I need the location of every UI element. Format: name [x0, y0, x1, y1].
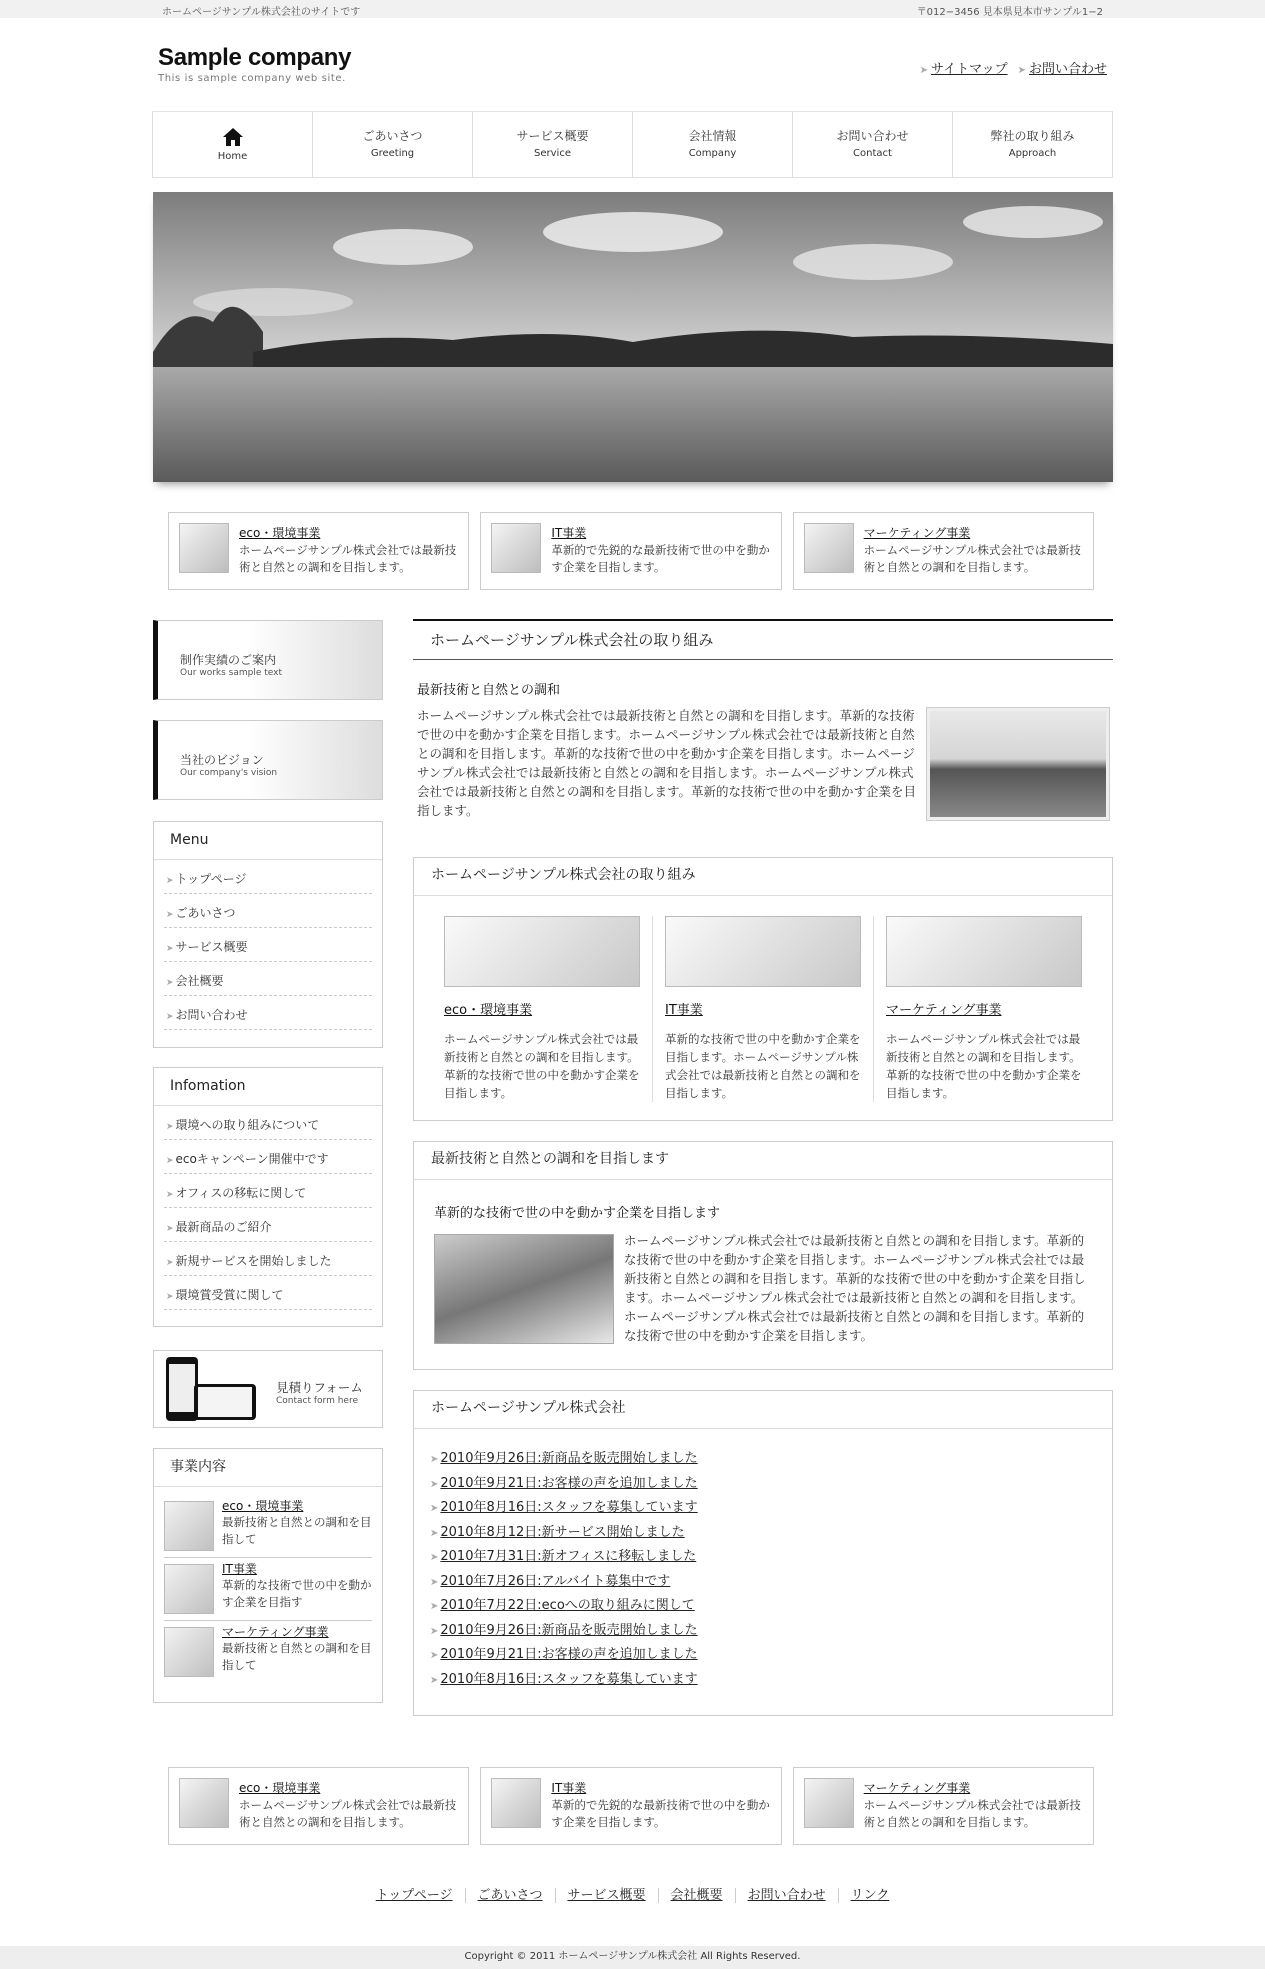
service-text: 最新技術と自然との調和を目指して	[222, 1641, 372, 1672]
footer-link[interactable]: ごあいさつ	[466, 1888, 556, 1903]
intro-heading: 最新技術と自然との調和	[417, 683, 561, 698]
news-item	[430, 1545, 1112, 1570]
building-image	[927, 708, 1109, 820]
news-link[interactable]: 2010年9月21日:お客様の声を追加しました	[440, 1475, 698, 1491]
service-text: 革新的な技術で世の中を動かす企業を目指す	[222, 1578, 372, 1609]
approach-box	[413, 857, 1113, 1121]
arrow-icon: ➤	[166, 1190, 174, 1200]
harmony-text: ホームページサンプル株式会社では最新技術と自然との調和を目指します。革新的な技術で世の中を動かす企業を目指します。ホームページサンプル株式会社では最新技術と自然との調和を目指します。革新的な技術で世の中を動かす企業を目指します。ホームページサンプル株式会社では最新技術と自然との調和を目指します。ホームページサンプル株式会社では最新技術と自然との調和を目指します。革新的な技術で世の中を動かす企業を目指します。	[624, 1233, 1086, 1343]
arrow-icon: ➤	[166, 1292, 174, 1302]
news-item	[430, 1668, 1112, 1693]
nav-label-en: Service	[534, 148, 571, 159]
site-tagline: ホームページサンプル株式会社のサイトです	[162, 7, 361, 18]
banner-text: ホームページサンプル株式会社では最新技術と自然との調和を目指します。	[239, 1798, 457, 1829]
works-banner[interactable]	[153, 620, 383, 700]
banner-text: ホームページサンプル株式会社では最新技術と自然との調和を目指します。	[239, 543, 457, 574]
arrow-icon: ➤	[166, 1122, 174, 1132]
form-title: 見積りフォーム	[276, 1380, 363, 1395]
news-link[interactable]: 2010年9月21日:お客様の声を追加しました	[440, 1647, 698, 1662]
arrow-icon: ➤	[430, 1503, 439, 1514]
news-link[interactable]: 2010年8月16日:スタッフを募集しています	[440, 1500, 698, 1515]
arrow-icon: ➤	[430, 1650, 439, 1661]
nav-approach[interactable]	[952, 112, 1113, 177]
arrow-icon: ➤	[166, 1224, 174, 1234]
contact-link[interactable]: お問い合わせ	[1028, 62, 1107, 77]
footer-link[interactable]: サービス概要	[556, 1888, 659, 1903]
marketing-image	[886, 916, 1082, 987]
service-title[interactable]: マーケティング事業	[222, 1625, 329, 1639]
service-title[interactable]: eco・環境事業	[222, 1499, 304, 1513]
top-bar	[0, 0, 1265, 18]
banner-text: ホームページサンプル株式会社では最新技術と自然との調和を目指します。	[863, 1798, 1081, 1829]
banner-row-top	[168, 512, 1094, 590]
nav-label-ja: サービス概要	[516, 129, 589, 143]
info-item[interactable]: ➤ 新規サービスを開始しました	[164, 1242, 372, 1276]
banner-title[interactable]: eco・環境事業	[239, 526, 321, 540]
vision-banner[interactable]	[153, 720, 383, 800]
it-thumbnail	[491, 523, 541, 573]
news-item	[430, 1521, 1112, 1546]
nav-home[interactable]	[152, 112, 312, 177]
arrow-icon: ➤	[430, 1576, 439, 1588]
banner-it[interactable]	[480, 512, 781, 590]
works-subtitle: Our works sample text	[180, 668, 283, 678]
menu-item[interactable]: ➤ お問い合わせ	[164, 996, 372, 1030]
arrow-icon: ➤	[166, 944, 174, 954]
banner-text: 革新的で先鋭的な最新技術で世の中を動かす企業を目指します。	[551, 543, 770, 574]
nav-label-en: Approach	[1008, 148, 1057, 159]
news-link[interactable]: 2010年7月26日:アルバイト募集中です	[440, 1573, 671, 1589]
logo-title: Sample company	[158, 44, 352, 71]
arrow-icon: ➤	[166, 876, 174, 886]
arrow-icon: ➤	[1017, 65, 1026, 76]
banner-marketing[interactable]	[793, 1767, 1094, 1845]
banner-title[interactable]: eco・環境事業	[239, 1781, 321, 1795]
arrow-icon: ➤	[430, 1527, 439, 1539]
page-title: ホームページサンプル株式会社の取り組み	[413, 619, 1113, 660]
info-title: Infomation	[154, 1068, 382, 1106]
arrow-icon: ➤	[166, 910, 174, 920]
harmony-title: 最新技術と自然との調和を目指します	[414, 1142, 1112, 1180]
news-title: ホームページサンプル株式会社	[414, 1391, 1112, 1429]
tower-image	[434, 1234, 614, 1344]
arrow-icon: ➤	[166, 978, 174, 988]
hero-image	[153, 192, 1113, 482]
footer-nav	[0, 1884, 1265, 1903]
banner-marketing[interactable]	[793, 512, 1094, 590]
service-text: 最新技術と自然との調和を目指して	[222, 1515, 372, 1546]
col-title[interactable]: マーケティング事業	[886, 1003, 1002, 1018]
site-logo[interactable]	[158, 44, 351, 84]
info-item[interactable]: ➤ ecoキャンペーン開催中です	[164, 1140, 372, 1174]
menu-item[interactable]: ➤ サービス概要	[164, 928, 372, 962]
marketing-thumbnail	[804, 1778, 854, 1828]
info-item[interactable]: ➤ 環境賞受賞に関して	[164, 1276, 372, 1310]
arrow-icon: ➤	[166, 1012, 174, 1022]
info-item[interactable]: ➤ オフィスの移転に関して	[164, 1174, 372, 1208]
eco-thumbnail	[164, 1501, 214, 1551]
menu-item[interactable]: ➤ トップページ	[164, 860, 372, 894]
arrow-icon: ➤	[430, 1478, 439, 1490]
eco-thumbnail	[179, 1778, 229, 1828]
service-item[interactable]	[164, 1558, 372, 1621]
news-item	[430, 1472, 1112, 1497]
menu-box	[153, 821, 383, 1048]
banner-row-bottom	[168, 1767, 1094, 1845]
estimate-form-banner[interactable]	[153, 1350, 383, 1428]
info-item[interactable]: ➤ 環境への取り組みについて	[164, 1106, 372, 1140]
landscape-image	[153, 192, 1113, 482]
header-links	[920, 58, 1107, 77]
nav-company[interactable]	[632, 112, 792, 177]
it-thumbnail	[164, 1564, 214, 1614]
news-item	[430, 1496, 1112, 1521]
phone-icon	[164, 1356, 259, 1422]
nav-contact[interactable]	[792, 112, 952, 177]
nav-label-ja: 弊社の取り組み	[990, 129, 1075, 143]
global-nav	[152, 111, 1113, 178]
nav-label-en: Contact	[853, 148, 892, 159]
news-link[interactable]: 2010年7月31日:新オフィスに移転しました	[440, 1549, 697, 1564]
news-box	[413, 1390, 1113, 1716]
banner-eco[interactable]	[168, 512, 469, 590]
arrow-icon: ➤	[430, 1552, 439, 1563]
vision-title: 当社のビジョン	[180, 753, 264, 767]
logo-subtitle: This is sample company web site.	[158, 73, 346, 84]
harmony-box	[413, 1141, 1113, 1370]
company-address: 〒012−3456 見本県見本市サンプル1−2	[916, 7, 1103, 18]
menu-item[interactable]: ➤ 会社概要	[164, 962, 372, 996]
service-item[interactable]	[164, 1621, 372, 1684]
arrow-icon: ➤	[166, 1156, 174, 1166]
it-image	[665, 916, 861, 987]
info-box	[153, 1067, 383, 1327]
footer-link[interactable]: リンク	[850, 1888, 890, 1903]
col-text: ホームページサンプル株式会社では最新技術と自然との調和を目指します。革新的な技術で世の中を動かす企業を目指します。	[886, 1032, 1082, 1100]
services-title: 事業内容	[154, 1449, 382, 1487]
nav-label-en: Home	[217, 151, 248, 162]
news-link[interactable]: 2010年9月26日:新商品を販売開始しました	[440, 1451, 698, 1466]
banner-title[interactable]: マーケティング事業	[863, 526, 971, 540]
arrow-icon: ➤	[430, 1674, 439, 1686]
news-item	[430, 1619, 1112, 1644]
arrow-icon: ➤	[430, 1625, 439, 1637]
arrow-icon: ➤	[166, 1258, 174, 1268]
sitemap-link[interactable]: サイトマップ	[931, 62, 1008, 77]
news-link[interactable]: 2010年7月22日:ecoへの取り組みに関して	[440, 1598, 695, 1613]
approach-col-marketing	[874, 916, 1082, 1102]
form-subtitle: Contact form here	[276, 1396, 359, 1406]
nav-label-ja: ごあいさつ	[362, 129, 423, 143]
nav-greeting[interactable]	[312, 112, 472, 177]
approach-col-eco	[444, 916, 653, 1102]
arrow-icon: ➤	[919, 65, 929, 76]
banner-text: 革新的で先鋭的な最新技術で世の中を動かす企業を目指します。	[551, 1798, 770, 1829]
arrow-icon: ➤	[430, 1454, 439, 1465]
news-item	[430, 1594, 1112, 1619]
info-item[interactable]: ➤ 最新商品のご紹介	[164, 1208, 372, 1242]
approach-col-it	[653, 916, 874, 1102]
home-icon	[222, 127, 244, 147]
nav-label-ja: お問い合わせ	[836, 129, 909, 143]
eco-image	[444, 916, 640, 987]
banner-title[interactable]: IT事業	[551, 1781, 587, 1795]
eco-thumbnail	[179, 523, 229, 573]
news-item	[430, 1447, 1112, 1472]
news-item	[430, 1643, 1112, 1668]
service-item[interactable]	[164, 1495, 372, 1558]
col-title[interactable]: eco・環境事業	[444, 1003, 533, 1018]
vision-subtitle: Our company's vision	[180, 768, 278, 778]
nav-label-en: Company	[688, 148, 737, 159]
news-item	[430, 1570, 1112, 1595]
menu-title: Menu	[154, 822, 382, 860]
news-link[interactable]: 2010年9月26日:新商品を販売開始しました	[440, 1622, 698, 1638]
harmony-subtitle: 革新的な技術で世の中を動かす企業を目指します	[434, 1206, 721, 1221]
col-title[interactable]: IT事業	[665, 1003, 703, 1018]
arrow-icon: ➤	[430, 1601, 439, 1612]
it-thumbnail	[491, 1778, 541, 1828]
nav-label-ja: 会社情報	[688, 129, 737, 143]
nav-service[interactable]	[472, 112, 632, 177]
banner-eco[interactable]	[168, 1767, 469, 1845]
nav-label-en: Greeting	[370, 148, 415, 159]
news-list	[414, 1429, 1112, 1692]
marketing-thumbnail	[804, 523, 854, 573]
news-link[interactable]: 2010年8月12日:新サービス開始しました	[440, 1524, 685, 1540]
copyright: Copyright © 2011 ホームページサンプル株式会社 All Rights Reserved.	[0, 1946, 1265, 1969]
col-text: ホームページサンプル株式会社では最新技術と自然との調和を目指します。革新的な技術で世の中を動かす企業を目指します。	[444, 1032, 640, 1100]
news-link[interactable]: 2010年8月16日:スタッフを募集しています	[440, 1671, 698, 1687]
banner-it[interactable]	[480, 1767, 781, 1845]
approach-title: ホームページサンプル株式会社の取り組み	[414, 858, 1112, 896]
menu-item[interactable]: ➤ ごあいさつ	[164, 894, 372, 928]
footer-link[interactable]: トップページ	[364, 1888, 466, 1903]
banner-title[interactable]: IT事業	[551, 526, 587, 540]
works-title: 制作実績のご案内	[180, 653, 277, 667]
footer-link[interactable]: お問い合わせ	[736, 1888, 839, 1903]
banner-text: ホームページサンプル株式会社では最新技術と自然との調和を目指します。	[863, 543, 1081, 574]
marketing-thumbnail	[164, 1627, 214, 1677]
col-text: 革新的な技術で世の中を動かす企業を目指します。ホームページサンプル株式会社では最新技術と自然との調和を目指します。	[665, 1032, 861, 1100]
footer-link[interactable]: 会社概要	[659, 1888, 736, 1903]
services-box	[153, 1448, 383, 1703]
banner-title[interactable]: マーケティング事業	[863, 1781, 971, 1795]
intro-text: ホームページサンプル株式会社では最新技術と自然との調和を目指します。革新的な技術で世の中を動かす企業を目指します。ホームページサンプル株式会社では最新技術と自然との調和を目指します。革新的な技術で世の中を動かす企業を目指します。ホームページサンプル株式会社では最新技術と自然との調和を目指します。ホームページサンプル株式会社では最新技術と自然との調和を目指します。革新的な技術で世の中を動かす企業を目指します。	[417, 708, 917, 818]
service-title[interactable]: IT事業	[222, 1562, 257, 1576]
